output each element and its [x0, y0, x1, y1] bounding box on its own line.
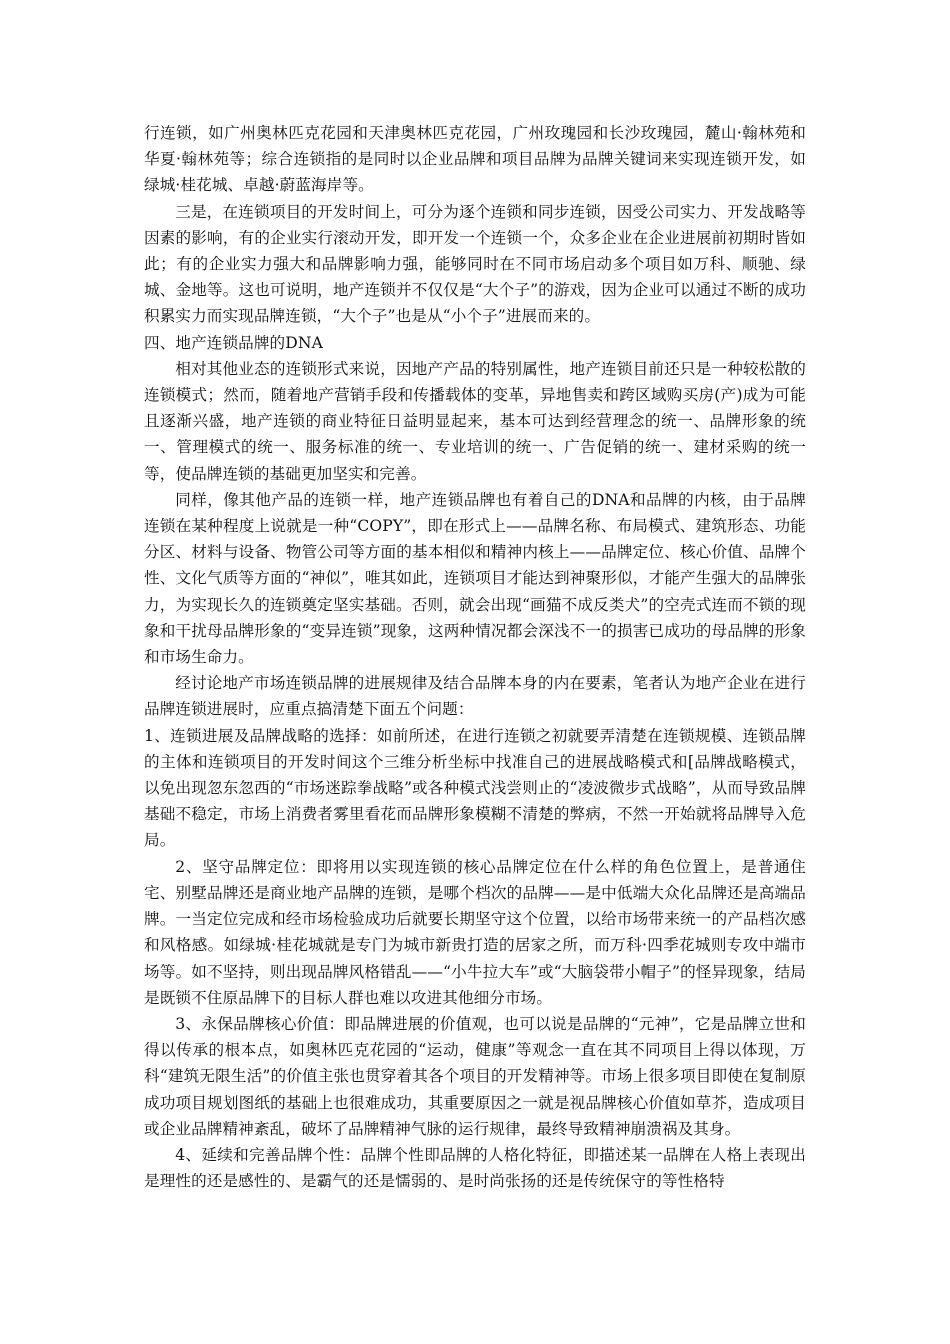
list-item-4: 4、延续和完善品牌个性：品牌个性即品牌的人格化特征，即描述某一品牌在人格上表现出是理性的还是感性的、是霸气的还是懦弱的、是时尚张扬的还是传统保守的等性格特: [144, 1145, 806, 1191]
list-item-2: 2、坚守品牌定位：即将用以实现连锁的核心品牌定位在什么样的角色位置上，是普通住宅、别墅品牌还是商业地产品牌的连锁，是哪个档次的品牌——是中低端大众化品牌还是高端品牌。一当定位完成和经市场检验成功后就要长期坚守这个位置，以给市场带来统一的产品档次感和风格感。如绿城·桂花城就是专门为城市新贵打造的居家之所，而万科·四季花城则专攻中端市场等。如不坚持，则出现品牌风格错乱——“小牛拉大车”或“大脑袋带小帽子”的怪异现象，结局是既锁不住原品牌下的目标人群也难以攻进其他细分市场。: [144, 857, 806, 1007]
list-item-3: 3、永保品牌核心价值：即品牌进展的价值观，也可以说是品牌的“元神”，它是品牌立世和得以传承的根本点，如奥林匹克花园的“运动，健康”等观念一直在其不同项目上得以体现，万科“建筑无限生活”的价值主张也贯穿着其各个项目的开发精神等。市场上很多项目即使在复制原成功项目规划图纸的基础上也很难成功，其重要原因之一就是视品牌核心价值如草芥，造成项目或企业品牌精神紊乱，破坏了品牌精神气脉的运行规律，最终导致精神崩溃祸及其身。: [144, 1014, 806, 1138]
paragraph-2: 三是，在连锁项目的开发时间上，可分为逐个连锁和同步连锁，因受公司实力、开发战略等因素的影响，有的企业实行滚动开发，即开发一个连锁一个，众多企业在企业进展前初期时皆如此；有的企业实力强大和品牌影响力强，能够同时在不同市场启动多个项目如万科、顺驰、绿城、金地等。这也可说明，地产连锁并不仅仅是“大个子”的游戏，因为企业可以通过不断的成功积累实力而实现品牌连锁，“大个子”也是从“小个子”进展而来的。: [144, 202, 806, 326]
paragraph-4: 同样，像其他产品的连锁一样，地产连锁品牌也有着自己的DNA和品牌的内核，由于品牌连锁在某种程度上说就是一种“COPY”，即在形式上——品牌名称、布局模式、建筑形态、功能分区、材料与设备、物管公司等方面的基本相似和精神内核上——品牌定位、核心价值、品牌个性、文化气质等方面的“神似”，唯其如此，连锁项目才能达到神聚形似，才能产生强大的品牌张力，为实现长久的连锁奠定坚实基础。否则，就会出现“画猫不成反类犬”的空壳式连而不锁的现象和干扰母品牌形象的“变异连锁”现象，这两种情况都会深浅不一的损害已成功的母品牌的形象和市场生命力。: [144, 490, 806, 667]
document-body: [144, 120, 806, 1194]
paragraph-3: 相对其他业态的连锁形式来说，因地产产品的特别属性，地产连锁目前还只是一种较松散的连锁模式；然而，随着地产营销手段和传播载体的变革，异地售卖和跨区域购买房(产)成为可能且逐渐兴盛，地产连锁的商业特征日益明显起来，基本可达到经营理念的统一、品牌形象的统一、管理模式的统一、服务标准的统一、专业培训的统一、广告促销的统一、建材采购的统一等，使品牌连锁的基础更加坚实和完善。: [144, 359, 806, 483]
section-heading: 四、地产连锁品牌的DNA: [144, 333, 323, 352]
paragraph-1: 行连锁，如广州奥林匹克花园和天津奥林匹克花园，广州玫瑰园和长沙玫瑰园，麓山·翰林苑和华夏·翰林苑等；综合连锁指的是同时以企业品牌和项目品牌为品牌关键词来实现连锁开发，如绿城·桂花城、卓越·蔚蓝海岸等。: [144, 124, 806, 195]
paragraph-5: 经讨论地产市场连锁品牌的进展规律及结合品牌本身的内在要素，笔者认为地产企业在进行品牌连锁进展时，应重点搞清楚下面五个问题：: [144, 674, 806, 719]
list-item-1: 1、连锁进展及品牌战略的选择：如前所述，在进行连锁之初就要弄清楚在连锁规模、连锁品牌的主体和连锁项目的开发时间这个三维分析坐标中找准自己的进展战略模式和[品牌战略模式，以免出现忽东忽西的“市场迷踪拳战略”或各种模式浅尝则止的“凌波微步式战略”，从而导致品牌基础不稳定，市场上消费者雾里看花而品牌形象模糊不清楚的弊病，不然一开始就将品牌导入危局。: [144, 726, 806, 850]
